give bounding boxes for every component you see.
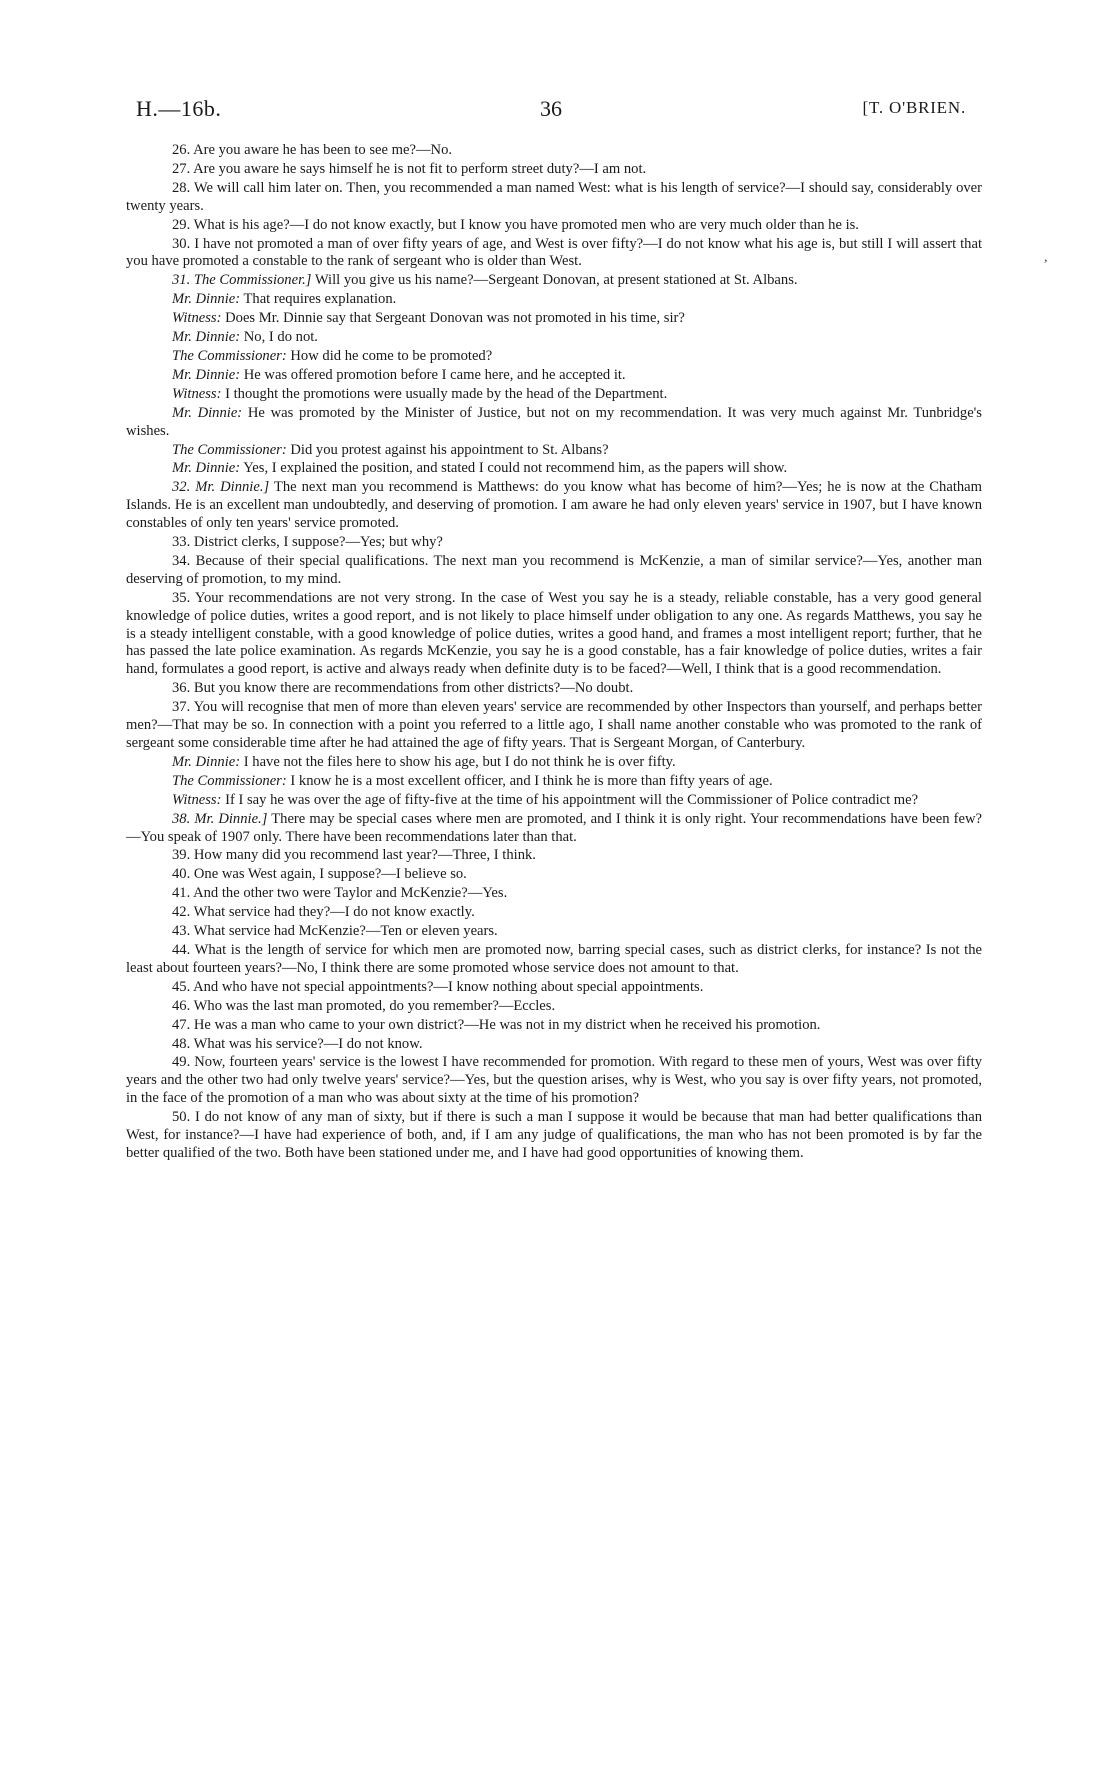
testimony-paragraph bbox=[126, 942, 982, 978]
testimony-paragraph bbox=[126, 866, 982, 884]
paragraph-text: 46. Who was the last man promoted, do you remember?—Eccles. bbox=[172, 997, 556, 1014]
testimony-paragraph bbox=[126, 161, 982, 179]
testimony-paragraph bbox=[126, 680, 982, 698]
testimony-paragraph bbox=[126, 405, 982, 441]
paragraph-text: 34. Because of their special qualifications. The next man you recommend is McKenzie, a man of similar service?—Yes, another man deserving of promotion, to my mind. bbox=[126, 552, 982, 587]
testimony-paragraph bbox=[126, 1054, 982, 1108]
paragraph-text: 42. What service had they?—I do not know exactly. bbox=[172, 904, 475, 921]
paragraph-text: 36. But you know there are recommendations from other districts?—No doubt. bbox=[172, 680, 634, 697]
speaker-label: Mr. Dinnie: bbox=[172, 366, 241, 383]
testimony-paragraph bbox=[126, 590, 982, 680]
testimony-paragraph bbox=[126, 979, 982, 997]
testimony-paragraph bbox=[126, 904, 982, 922]
paragraph-text: 29. What is his age?—I do not know exactly, but I know you have promoted men who are very much older than he is. bbox=[172, 216, 859, 233]
paragraph-text: 30. I have not promoted a man of over fifty years of age, and West is over fifty?—I do not know what his age is, but still I will assert that you have promoted a constable to the rank of sergeant who is older than West. bbox=[126, 235, 982, 270]
speaker-label: The Commissioner: bbox=[172, 772, 287, 789]
testimony-paragraph bbox=[126, 442, 982, 460]
page-header bbox=[136, 96, 966, 126]
testimony-paragraph bbox=[126, 1017, 982, 1035]
paragraph-text: Yes, I explained the position, and stated I could not recommend him, as the papers will show. bbox=[240, 460, 788, 477]
testimony-paragraph bbox=[126, 348, 982, 366]
paragraph-text: No, I do not. bbox=[240, 329, 318, 346]
testimony-paragraph bbox=[126, 236, 982, 272]
speaker-label: Mr. Dinnie: bbox=[172, 329, 241, 346]
page-number: 36 bbox=[540, 96, 562, 121]
testimony-paragraph bbox=[126, 998, 982, 1016]
speaker-label: Mr. Dinnie: bbox=[172, 404, 243, 421]
paragraph-text: Did you protest against his appointment to St. Albans? bbox=[286, 441, 609, 458]
paragraph-text: I know he is a most excellent officer, and I think he is more than fifty years of age. bbox=[286, 772, 773, 789]
testimony-paragraph bbox=[126, 754, 982, 772]
paragraph-text: 44. What is the length of service for which men are promoted now, barring special cases, such as district clerks, for instance? Is not the least about fourteen years?—No, I think there are some promoted whose service does not amount to that. bbox=[126, 941, 982, 976]
paragraph-text: 45. And who have not special appointments?—I know nothing about special appointments. bbox=[172, 978, 704, 995]
speaker-label: 32. Mr. Dinnie.] bbox=[172, 479, 270, 496]
speaker-label: Witness: bbox=[172, 310, 222, 327]
paragraph-text: There may be special cases where men are promoted, and I think it is only right. Your recommendations have been few?—You speak of 1907 only. There have been recommendations later than that. bbox=[126, 810, 983, 845]
testimony-paragraph bbox=[126, 367, 982, 385]
paragraph-text: I have not the files here to show his age, but I do not think he is over fifty. bbox=[240, 753, 676, 770]
testimony-paragraph bbox=[126, 142, 982, 160]
paragraph-text: He was offered promotion before I came here, and he accepted it. bbox=[240, 366, 626, 383]
testimony-paragraph bbox=[126, 885, 982, 903]
speaker-label: The Commissioner: bbox=[172, 441, 287, 458]
paragraph-text: How did he come to be promoted? bbox=[286, 347, 493, 364]
speaker-label: The Commissioner: bbox=[172, 347, 287, 364]
testimony-paragraph bbox=[126, 460, 982, 478]
speaker-label: Mr. Dinnie: bbox=[172, 291, 241, 308]
paragraph-text: 33. District clerks, I suppose?—Yes; but why? bbox=[172, 534, 443, 551]
paragraph-text: 40. One was West again, I suppose?—I believe so. bbox=[172, 866, 467, 883]
testimony-paragraph bbox=[126, 310, 982, 328]
testimony-paragraph bbox=[126, 479, 982, 533]
paragraph-text: 39. How many did you recommend last year?—Three, I think. bbox=[172, 847, 536, 864]
testimony-paragraph bbox=[126, 847, 982, 865]
paragraph-text: 28. We will call him later on. Then, you recommended a man named West: what is his length of service?—I should say, considerably over twenty years. bbox=[126, 179, 982, 214]
testimony-paragraph bbox=[126, 1036, 982, 1054]
speaker-label: Mr. Dinnie: bbox=[172, 460, 241, 477]
testimony-paragraph bbox=[126, 699, 982, 753]
testimony-paragraph bbox=[126, 534, 982, 552]
speaker-label: Mr. Dinnie: bbox=[172, 753, 241, 770]
speaker-label: 38. Mr. Dinnie.] bbox=[172, 810, 268, 827]
paragraph-text: 26. Are you aware he has been to see me?—No. bbox=[172, 142, 453, 158]
paragraph-text: 48. What was his service?—I do not know. bbox=[172, 1035, 423, 1052]
testimony-paragraph bbox=[126, 553, 982, 589]
margin-mark: , bbox=[1044, 250, 1048, 265]
witness-name: [T. O'BRIEN. bbox=[862, 98, 966, 117]
testimony-paragraph bbox=[126, 291, 982, 309]
testimony-body bbox=[126, 142, 982, 1164]
testimony-paragraph bbox=[126, 180, 982, 216]
testimony-paragraph bbox=[126, 217, 982, 235]
paragraph-text: The next man you recommend is Matthews: do you know what has become of him?—Yes; he is now at the Chatham Islands. He is an excellent man undoubtedly, and deserving of promotion. I am aware he had only eleven years' service in 1907, but I have known constables of only ten years' service promoted. bbox=[126, 479, 982, 532]
testimony-paragraph bbox=[126, 272, 982, 290]
speaker-label: Witness: bbox=[172, 791, 222, 808]
paragraph-text: If I say he was over the age of fifty-five at the time of his appointment will the Commissioner of Police contradict me? bbox=[221, 791, 919, 808]
testimony-paragraph bbox=[126, 329, 982, 347]
testimony-paragraph bbox=[126, 1109, 982, 1163]
paragraph-text: 49. Now, fourteen years' service is the lowest I have recommended for promotion. With regard to these men of yours, West was over fifty years and the other two had only twelve years' service?—Yes, but the question arises, why is West, who you say is over fifty years, not promoted, in the face of the promotion of a man who was about sixty at the time of his promotion? bbox=[126, 1054, 982, 1107]
testimony-paragraph bbox=[126, 773, 982, 791]
testimony-paragraph bbox=[126, 386, 982, 404]
paragraph-text: That requires explanation. bbox=[240, 291, 397, 308]
paragraph-text: Does Mr. Dinnie say that Sergeant Donovan was not promoted in his time, sir? bbox=[221, 310, 685, 327]
paragraph-text: 43. What service had McKenzie?—Ten or eleven years. bbox=[172, 923, 498, 940]
paragraph-text: 41. And the other two were Taylor and McKenzie?—Yes. bbox=[172, 885, 508, 902]
speaker-label: 31. The Commissioner.] bbox=[172, 272, 312, 289]
paragraph-text: Will you give us his name?—Sergeant Donovan, at present stationed at St. Albans. bbox=[311, 272, 798, 289]
speaker-label: Witness: bbox=[172, 385, 222, 402]
paragraph-text: 47. He was a man who came to your own district?—He was not in my district when he received his promotion. bbox=[172, 1016, 821, 1033]
paragraph-text: 50. I do not know of any man of sixty, but if there is such a man I suppose it would be because that man had better qualifications than West, for instance?—I have had experience of both, and, if I am any judge of qualifications, the man who has not been promoted is by far the better qualified of the two. Both have been stationed under me, and I have had good opportunities of knowing them. bbox=[126, 1109, 982, 1161]
paragraph-text: He was promoted by the Minister of Justice, but not on my recommendation. It was very much against Mr. Tunbridge's wishes. bbox=[126, 404, 982, 439]
testimony-paragraph bbox=[126, 923, 982, 941]
testimony-paragraph bbox=[126, 792, 982, 810]
testimony-paragraph bbox=[126, 811, 982, 847]
paragraph-text: I thought the promotions were usually made by the head of the Department. bbox=[221, 385, 668, 402]
paragraph-text: 27. Are you aware he says himself he is not fit to perform street duty?—I am not. bbox=[172, 160, 647, 177]
paragraph-text: 35. Your recommendations are not very strong. In the case of West you say he is a steady, reliable constable, has a very good general knowledge of police duties, writes a good report, and is not likely to place himself under obligation to any one. As regards Matthews, you say he is a steady intelligent constable, with a good knowledge of police duties, writes a good hand, and frames a most intelligent report; further, that he has passed the late police examination. As regards McKenzie, you say he is a good constable, has a fair knowledge of police duties, writes a fair hand, formulates a good report, is active and always ready when definite duty is to be faced?—Well, I think that is a good recommendation. bbox=[126, 589, 982, 678]
paragraph-text: 37. You will recognise that men of more than eleven years' service are recommended by other Inspectors than yourself, and perhaps better men?—That may be so. In connection with a point you referred to a little ago, I shall name another constable who was promoted to the rank of sergeant some considerable time after he had attained the age of fifty years. That is Sergeant Morgan, of Canterbury. bbox=[126, 699, 982, 751]
paper-reference: H.—16b. bbox=[136, 96, 222, 121]
